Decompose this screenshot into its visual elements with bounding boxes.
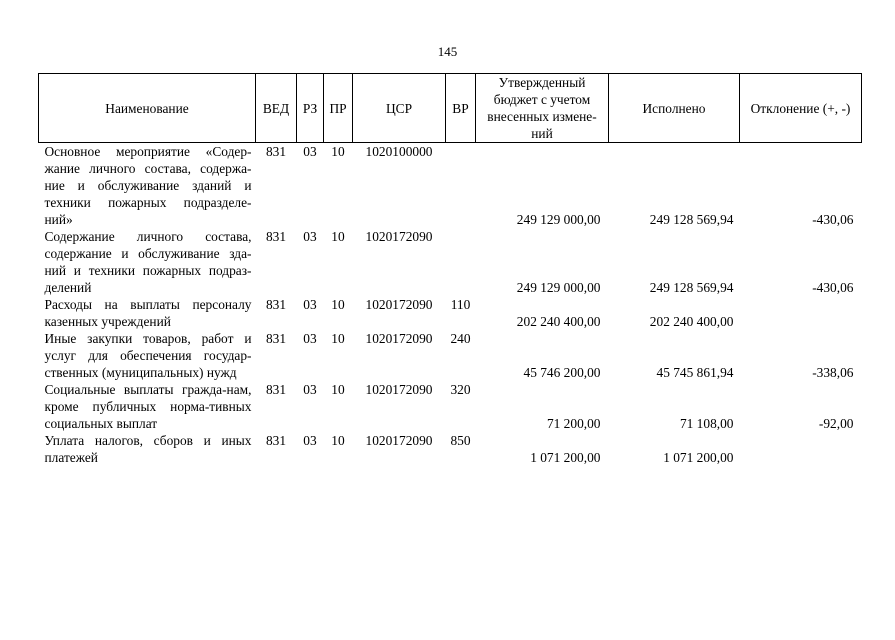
row-pr: 10 (331, 433, 345, 448)
table-row (39, 228, 862, 296)
row-rz: 03 (303, 331, 317, 346)
row-vr: 240 (450, 331, 471, 346)
header-rz: РЗ (297, 74, 324, 143)
row-executed: 71 108,00 (679, 416, 734, 431)
row-rz: 03 (303, 297, 317, 312)
row-approved-budget: 71 200,00 (546, 416, 601, 431)
row-executed: 1 071 200,00 (663, 450, 734, 465)
table-row (39, 296, 862, 330)
row-ved: 831 (265, 433, 287, 448)
header-executed: Исполнено (609, 74, 740, 143)
table-header-row (39, 74, 862, 143)
table-row (39, 432, 862, 466)
row-executed: 202 240 400,00 (649, 314, 734, 329)
row-csr: 1020172090 (365, 382, 433, 397)
row-pr: 10 (331, 382, 345, 397)
table-row (39, 330, 862, 381)
row-rz: 03 (303, 382, 317, 397)
row-approved-budget: 45 746 200,00 (523, 365, 601, 380)
header-pr: ПР (324, 74, 353, 143)
row-vr (446, 228, 476, 296)
row-name: Основное мероприятие «Содер-жание личного состава, содержа-ние и обслуживание зданий и техники пожарных подразделе-ний» (44, 144, 252, 227)
page-number: 145 (437, 44, 458, 59)
row-vr: 110 (450, 297, 471, 312)
row-rz: 03 (303, 144, 317, 159)
row-name: Расходы на выплаты персоналу казенных учреждений (44, 297, 252, 329)
row-ved: 831 (265, 229, 287, 244)
row-rz: 03 (303, 433, 317, 448)
row-name: Социальные выплаты гражда-нам, кроме публичных норма-тивных социальных выплат (44, 382, 252, 431)
header-ved: ВЕД (256, 74, 297, 143)
row-approved-budget: 249 129 000,00 (516, 280, 601, 295)
header-deviation: Отклонение (+, -) (740, 74, 862, 143)
header-name: Наименование (39, 74, 256, 143)
row-csr: 1020172090 (365, 433, 433, 448)
row-name: Содержание личного состава, содержание и обслуживание зда-ний и техники пожарных подраз-делений (44, 229, 252, 295)
header-csr: ЦСР (353, 74, 446, 143)
table-row (39, 143, 862, 229)
row-vr (446, 143, 476, 229)
row-ved: 831 (265, 382, 287, 397)
row-vr: 850 (450, 433, 471, 448)
row-csr: 1020172090 (365, 331, 433, 346)
row-pr: 10 (331, 229, 345, 244)
table-row (39, 381, 862, 432)
row-deviation: -92,00 (818, 416, 854, 431)
row-pr: 10 (331, 331, 345, 346)
row-deviation (740, 296, 862, 330)
row-pr: 10 (331, 144, 345, 159)
row-deviation (740, 432, 862, 466)
row-deviation: -338,06 (812, 365, 854, 380)
budget-execution-table (38, 73, 862, 466)
row-executed: 45 745 861,94 (656, 365, 734, 380)
row-ved: 831 (265, 331, 287, 346)
row-pr: 10 (331, 297, 345, 312)
header-vr: ВР (446, 74, 476, 143)
row-csr: 1020100000 (365, 144, 433, 159)
row-rz: 03 (303, 229, 317, 244)
row-ved: 831 (265, 297, 287, 312)
row-name: Уплата налогов, сборов и иных платежей (44, 433, 252, 465)
row-ved: 831 (265, 144, 287, 159)
row-deviation: -430,06 (812, 280, 854, 295)
row-csr: 1020172090 (365, 229, 433, 244)
header-approved-budget: Утвержденный бюджет с учетом внесенных измене-ний (476, 74, 609, 143)
row-executed: 249 128 569,94 (649, 212, 734, 227)
row-deviation: -430,06 (812, 212, 854, 227)
row-approved-budget: 1 071 200,00 (530, 450, 601, 465)
row-vr: 320 (450, 382, 471, 397)
row-csr: 1020172090 (365, 297, 433, 312)
row-approved-budget: 202 240 400,00 (516, 314, 601, 329)
row-name: Иные закупки товаров, работ и услуг для обеспечения государ-ственных (муниципальных) нужд (44, 331, 252, 380)
row-executed: 249 128 569,94 (649, 280, 734, 295)
row-approved-budget: 249 129 000,00 (516, 212, 601, 227)
